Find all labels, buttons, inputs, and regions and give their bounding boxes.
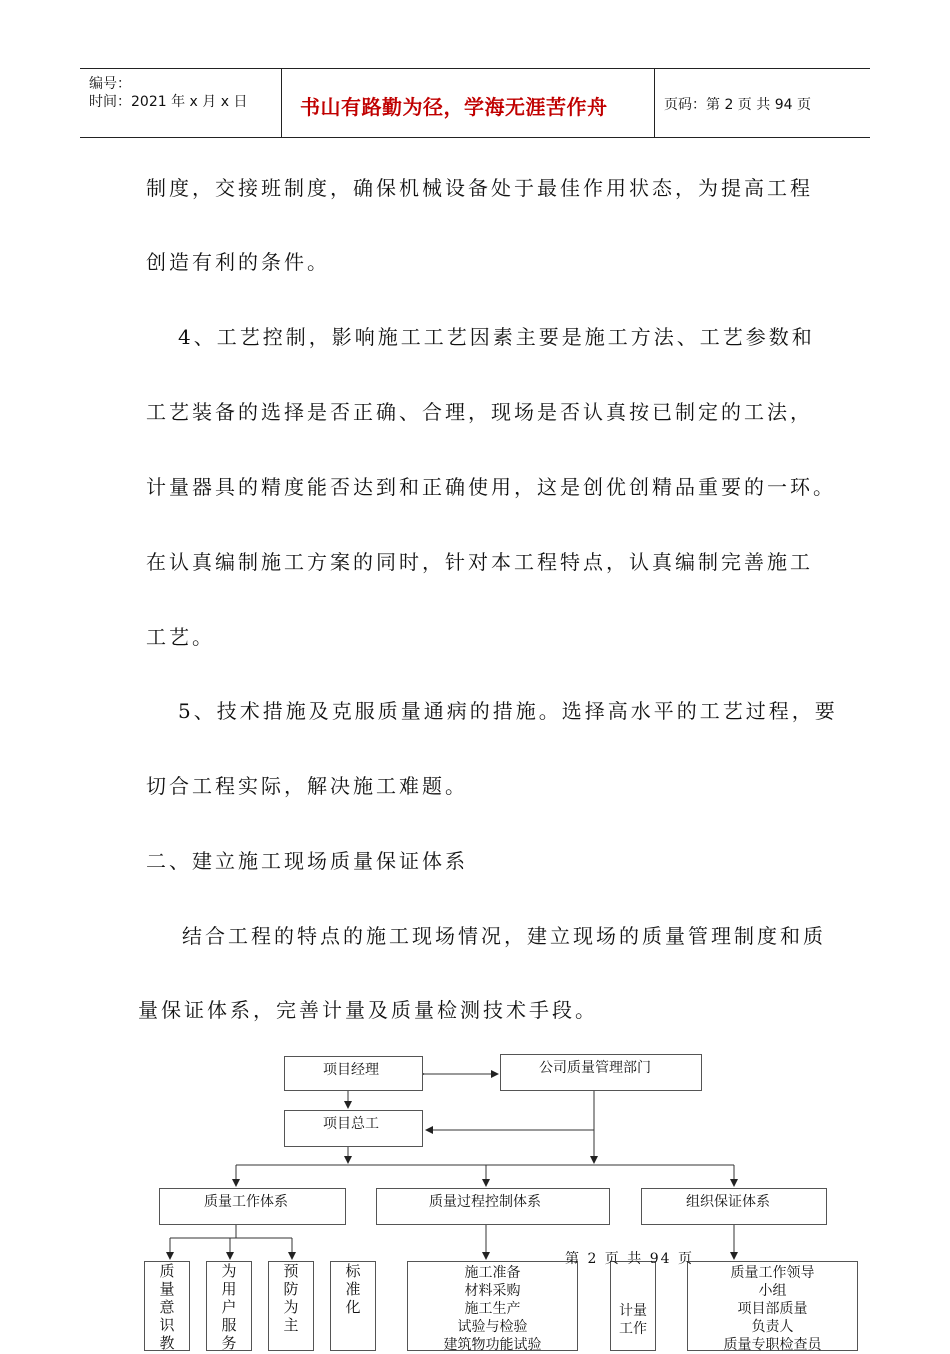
- chief-engineer-label: 项目总工: [323, 1116, 379, 1132]
- process-control-system-box: [376, 1188, 610, 1225]
- quality-work-system-box: [159, 1188, 346, 1225]
- customer-service-label: 为用户服务: [221, 1262, 237, 1352]
- process-step: 施工准备: [464, 1265, 521, 1281]
- org-line: 负责人: [751, 1319, 794, 1335]
- body-line: 量保证体系，完善计量及质量检测技术手段。: [138, 998, 598, 1022]
- project-manager-label: 项目经理: [323, 1062, 379, 1078]
- quality-awareness-label: 质量意识教: [159, 1262, 175, 1352]
- page-footer: 第 2 页 共 94 页: [565, 1251, 694, 1267]
- process-step: 建筑物功能试验: [443, 1337, 542, 1353]
- date-label: 时间：2021 年 x 月 x 日: [89, 94, 248, 110]
- body-line: 制度，交接班制度，确保机械设备处于最佳作用状态，为提高工程: [146, 176, 813, 200]
- chief-engineer-box: [284, 1110, 423, 1147]
- standardization-box: [330, 1261, 376, 1351]
- body-line: 计量器具的精度能否达到和正确使用，这是创优创精品重要的一环。: [146, 475, 836, 499]
- motto-text: 书山有路勤为径，学海无涯苦作舟: [300, 95, 608, 119]
- org-line: 小组: [758, 1283, 787, 1299]
- process-step: 试验与检验: [457, 1319, 528, 1335]
- quality-work-system-label: 质量工作体系: [204, 1194, 288, 1210]
- number-label: 编号：: [89, 76, 131, 92]
- section-heading: 二、建立施工现场质量保证体系: [146, 849, 468, 873]
- metering-label: 工作: [619, 1321, 647, 1337]
- org-line: 质量工作领导: [730, 1265, 815, 1281]
- organization-box: [687, 1261, 858, 1351]
- process-control-system-label: 质量过程控制体系: [429, 1194, 541, 1210]
- process-steps-box: [407, 1261, 578, 1351]
- customer-service-box: [206, 1261, 252, 1351]
- org-line: 项目部质量: [737, 1301, 808, 1317]
- page-info: 页码：第 2 页 共 94 页: [664, 97, 811, 113]
- body-line: 创造有利的条件。: [146, 250, 330, 274]
- body-line: 工艺装备的选择是否正确、合理，现场是否认真按已制定的工法，: [146, 400, 813, 424]
- process-step: 材料采购: [464, 1283, 521, 1299]
- body-line: 4、工艺控制，影响施工工艺因素主要是施工方法、工艺参数和: [178, 325, 815, 349]
- body-line: 结合工程的特点的施工现场情况，建立现场的质量管理制度和质: [182, 924, 826, 948]
- standardization-label: 标准化: [345, 1262, 361, 1316]
- body-line: 切合工程实际，解决施工难题。: [146, 774, 468, 798]
- org-guarantee-system-box: [641, 1188, 827, 1225]
- company-qc-label: 公司质量管理部门: [539, 1060, 651, 1076]
- quality-awareness-box: [144, 1261, 190, 1351]
- org-line: 质量专职检查员: [723, 1337, 822, 1353]
- project-manager-box: [284, 1056, 423, 1091]
- body-line: 工艺。: [146, 625, 215, 649]
- process-step: 施工生产: [464, 1301, 521, 1317]
- company-qc-box: [500, 1054, 702, 1091]
- metering-label: 计量: [619, 1303, 647, 1319]
- org-guarantee-system-label: 组织保证体系: [686, 1194, 770, 1210]
- prevention-first-label: 预防为主: [283, 1262, 299, 1334]
- metering-box: [610, 1261, 656, 1351]
- body-line: 5、技术措施及克服质量通病的措施。选择高水平的工艺过程，要: [178, 699, 838, 723]
- prevention-first-box: [268, 1261, 314, 1351]
- body-line: 在认真编制施工方案的同时，针对本工程特点，认真编制完善施工: [146, 550, 813, 574]
